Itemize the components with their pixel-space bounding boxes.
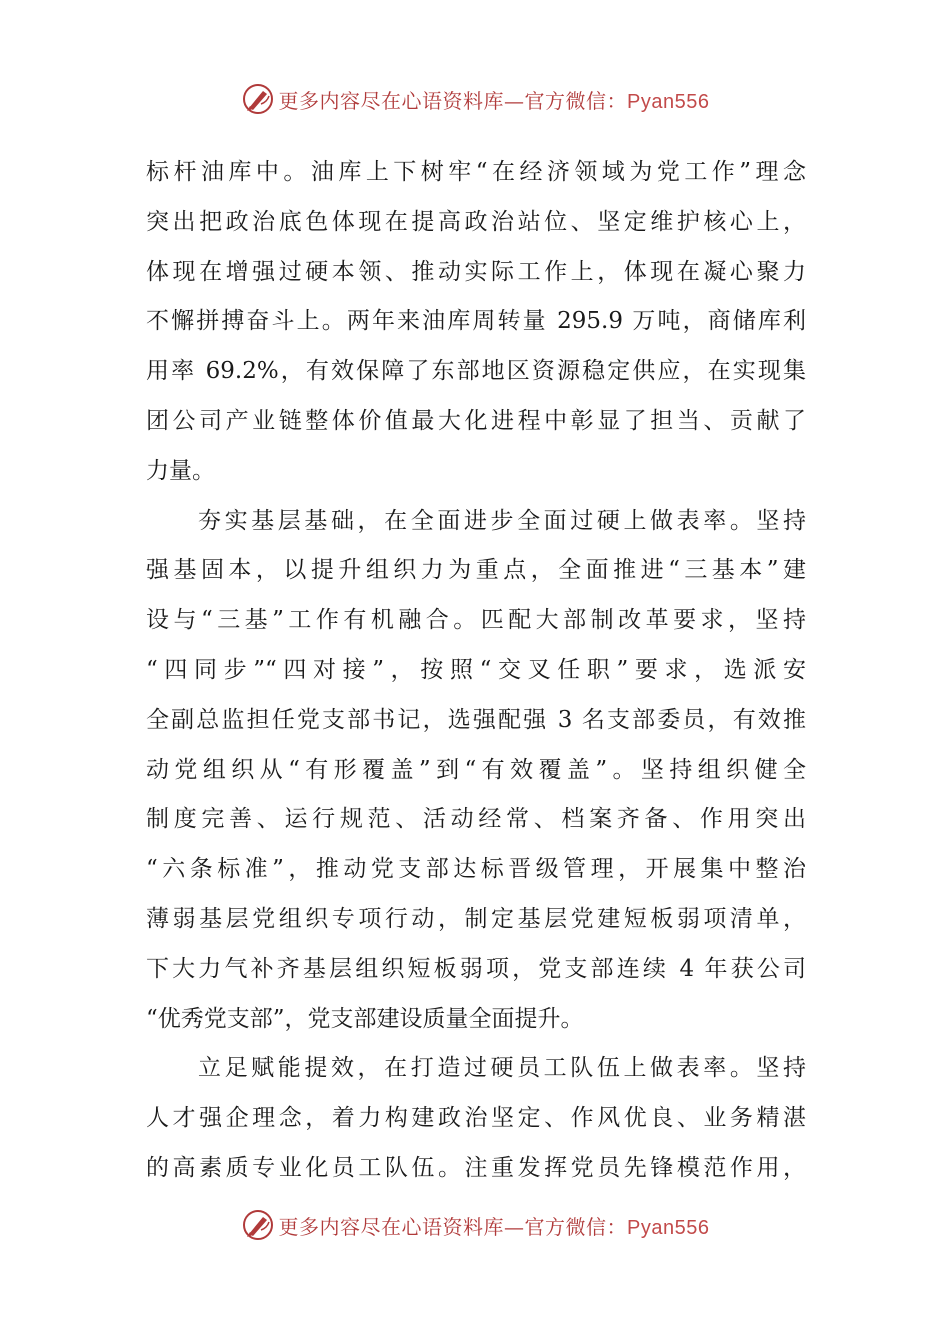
text-line: 全副总监担任党支部书记，选强配强 3 名支部委员，有效推 [146, 706, 806, 733]
text-line: “六条标准”，推动党支部达标晋级管理，开展集中整治 [146, 856, 806, 883]
watermark-text [279, 85, 710, 114]
watermark-id: Pyan556 [627, 1216, 710, 1239]
text-line: 不懈拼搏奋斗上。两年来油库周转量 295.9 万吨，商储库利 [146, 308, 806, 335]
text-line: 动党组织从“有形覆盖”到“有效覆盖”。坚持组织健全 [146, 756, 806, 783]
text-line: 制度完善、运行规范、活动经常、档案齐备、作用突出 [146, 806, 806, 833]
text-line: 力量。 [146, 457, 215, 484]
header-watermark [0, 82, 950, 116]
watermark-text [279, 1211, 710, 1240]
watermark-label: 更多内容尽在心语资料库—官方微信： [278, 1214, 628, 1239]
text-line: 团公司产业链整体价值最大化进程中彰显了担当、贡献了 [146, 407, 806, 434]
text-line: 突出把政治底色体现在提高政治站位、坚定维护核心上， [146, 208, 806, 235]
footer-watermark [0, 1208, 950, 1242]
text-line: 夯实基层基础，在全面进步全面过硬上做表率。坚持 [198, 507, 806, 534]
text-line: 强基固本，以提升组织力为重点，全面推进“三基本”建 [146, 557, 806, 584]
text-line: 薄弱基层党组织专项行动，制定基层党建短板弱项清单， [146, 905, 806, 932]
text-line: 的高素质专业化员工队伍。注重发挥党员先锋模范作用， [146, 1154, 806, 1181]
watermark-label: 更多内容尽在心语资料库—官方微信： [278, 88, 628, 113]
text-line: 设与“三基”工作有机融合。匹配大部制改革要求，坚持 [146, 607, 806, 634]
text-line: 体现在增强过硬本领、推动实际工作上，体现在凝心聚力 [146, 258, 806, 285]
pen-logo-icon [241, 82, 275, 116]
pen-logo-icon [241, 1208, 275, 1242]
text-line: “四同步”“四对接”，按照“交叉任职”要求，选派安 [146, 656, 806, 683]
document-body [146, 148, 806, 1194]
text-line: 立足赋能提效，在打造过硬员工队伍上做表率。坚持 [198, 1055, 806, 1082]
text-line: 下大力气补齐基层组织短板弱项，党支部连续 4 年获公司 [146, 955, 806, 982]
text-line: 用率 69.2%，有效保障了东部地区资源稳定供应，在实现集 [146, 358, 806, 385]
text-line: “优秀党支部”，党支部建设质量全面提升。 [146, 1005, 584, 1032]
watermark-id: Pyan556 [627, 90, 710, 113]
text-line: 标杆油库中。油库上下树牢“在经济领域为党工作”理念 [146, 159, 806, 185]
text-line: 人才强企理念，着力构建政治坚定、作风优良、业务精湛 [146, 1105, 806, 1132]
